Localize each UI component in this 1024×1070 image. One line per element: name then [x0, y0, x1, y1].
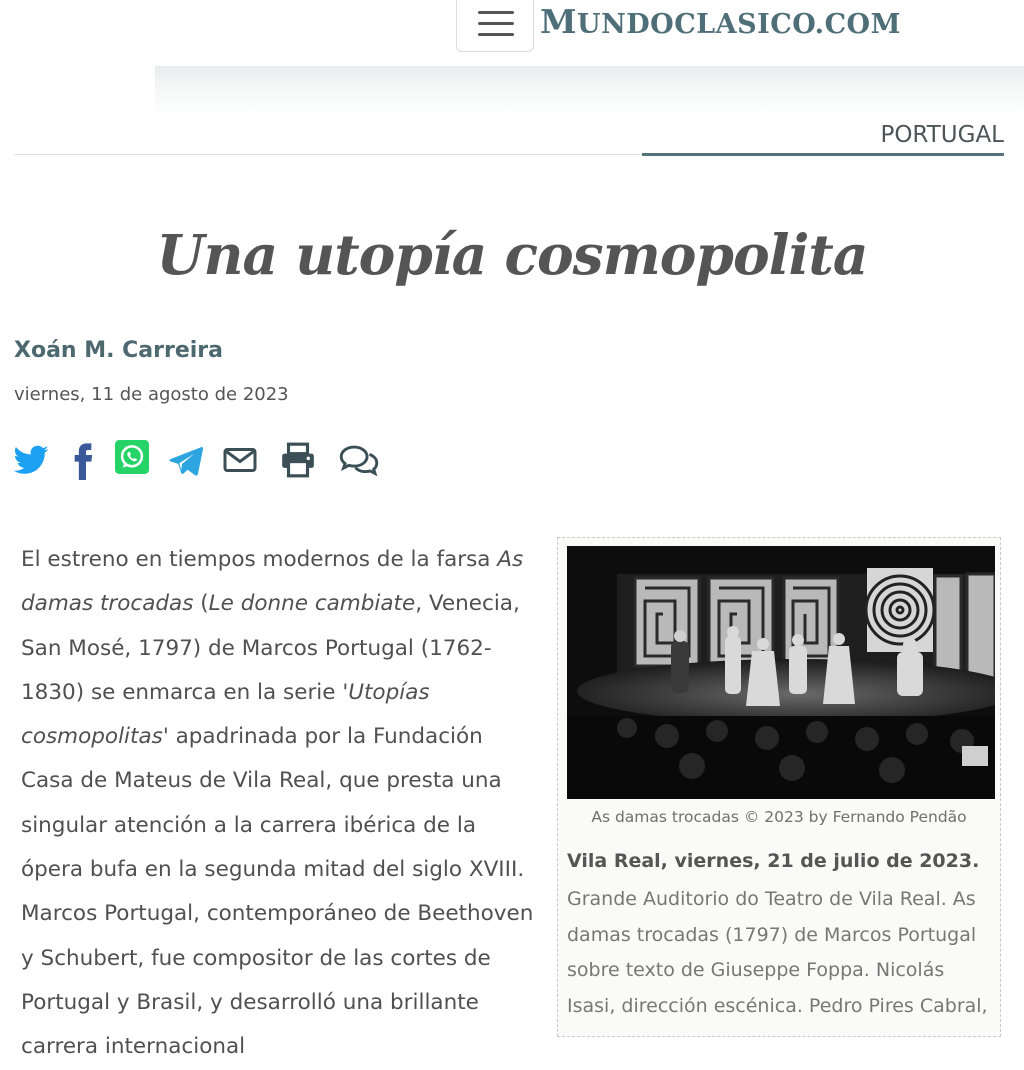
site-logo[interactable] [540, 2, 901, 42]
hamburger-icon [478, 11, 514, 14]
article-body [21, 538, 541, 1070]
article-paragraph [21, 538, 541, 1070]
logo-text: UNDOCLASICO.COM [577, 9, 901, 40]
stage-photo[interactable] [567, 546, 995, 799]
whatsapp-icon[interactable] [115, 440, 149, 474]
header-shadow [155, 66, 1024, 116]
article-title: Una utopía cosmopolita [156, 222, 868, 287]
publish-date: viernes, 11 de agosto de 2023 [14, 384, 289, 405]
stage-photo-image [567, 546, 995, 799]
author-link[interactable]: Xoán M. Carreira [14, 338, 223, 363]
telegram-icon[interactable] [168, 440, 204, 480]
photo-caption: As damas trocadas © 2023 by Fernando Pendão [591, 808, 967, 826]
section-accent-bar [642, 153, 1004, 156]
photo-figure [557, 537, 1001, 1037]
opera-title: As damas trocadas [21, 547, 524, 617]
logo-initial: M [540, 2, 578, 41]
hamburger-line [478, 33, 514, 36]
original-title: Le donne cambiate [208, 591, 416, 617]
body-text-1: El estreno en tiempos modernos de la farsa [21, 547, 498, 572]
twitter-icon[interactable] [12, 440, 50, 480]
menu-button[interactable] [456, 0, 534, 52]
body-text-2: ( [193, 591, 209, 617]
body-text-3: , Venecia, San Mosé, 1797) de Marcos Portugal (1762-1830) se enmarca en la serie ' [21, 591, 520, 705]
section-link-portugal[interactable]: PORTUGAL [880, 122, 1004, 148]
event-details: Grande Auditorio do Teatro de Vila Real. As damas trocadas (1797) de Marcos Portugal sobre texto de Giuseppe Foppa. Nicolás Isasi, dirección escénica. Pedro Pires Cabral, [567, 888, 988, 1017]
event-date: Vila Real, viernes, 21 de julio de 2023. [567, 850, 980, 872]
series-title: Utopías cosmopolitas [21, 679, 430, 750]
facebook-icon[interactable] [70, 440, 96, 480]
comments-icon[interactable] [338, 440, 380, 480]
body-text-4: ' apadrinada por la Fundación Casa de Mateus de Vila Real, que presta una singular atención a la carrera ibérica de la ópera bufa en la segunda mitad del siglo XVIII. Marcos Portugal, contemporáneo de Beethoven y Schubert, fue compositor de las cortes de Portugal y Brasil, y desarrolló una brillante carrera internacional [21, 724, 534, 1060]
hamburger-line [478, 22, 514, 25]
print-icon[interactable] [279, 440, 317, 480]
email-icon[interactable] [222, 440, 258, 480]
top-bar [0, 0, 1024, 66]
